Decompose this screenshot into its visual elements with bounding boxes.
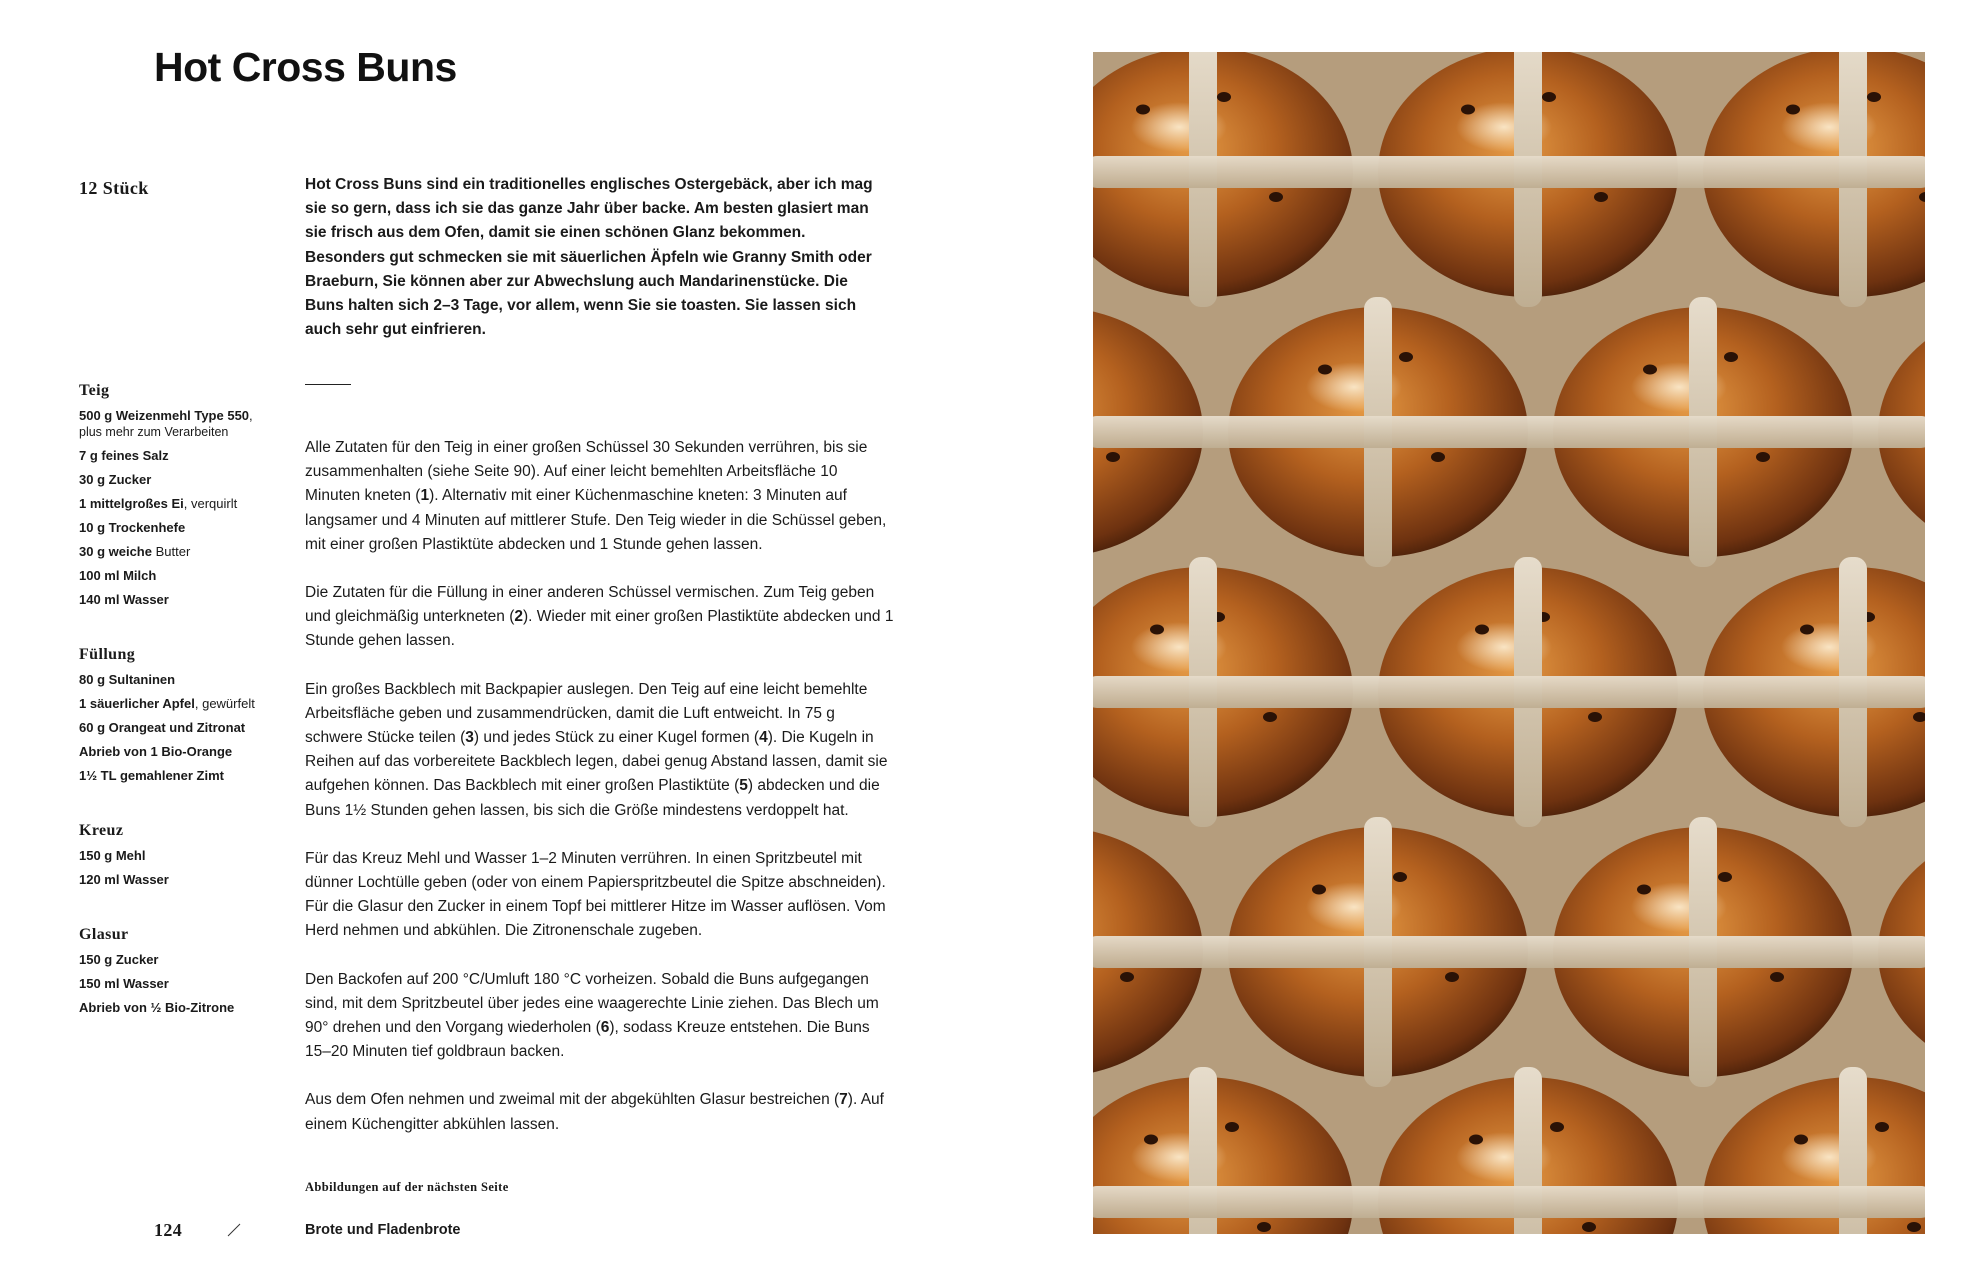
recipe-intro: Hot Cross Buns sind ein traditionelles englisches Ostergebäck, aber ich mag sie so gern, dass ich sie das ganze Jahr über backe. Am besten glasiert man sie frisch aus dem Ofen, damit sie einen schönen Glanz bekommen. Besonders gut schmecken sie mit säuerlichen Äpfeln wie Granny Smith oder Braeburn, Sie können aber zur Abwechslung auch Mandarinenstücke. Die Buns halten sich 2–3 Tage, vor allem, wenn Sie sie toasten. Sie lassen sich auch sehr gut einfrieren. xyxy=(305,176,873,339)
ingredient-item xyxy=(79,540,279,564)
method-steps xyxy=(305,436,895,1161)
ingredient-item xyxy=(79,492,279,516)
ingredient-list xyxy=(79,668,279,788)
ingredient-amount: Abrieb von 1 Bio-Orange xyxy=(79,744,233,759)
ingredient-group-title: Glasur xyxy=(79,926,129,943)
ingredient-amount: 1 mittelgroßes Ei xyxy=(79,496,184,511)
step-image-ref: 5 xyxy=(739,777,748,795)
ingredient-group-title: Teig xyxy=(79,382,110,399)
ingredient-list xyxy=(79,844,279,892)
cross-line xyxy=(1093,676,1925,708)
ingredient-amount: Abrieb von ½ Bio-Zitrone xyxy=(79,1000,235,1015)
ingredient-amount: 7 g feines Salz xyxy=(79,448,169,463)
recipe-title: Hot Cross Buns xyxy=(154,44,457,90)
ingredient-item xyxy=(79,868,279,892)
method-step xyxy=(305,847,895,944)
ingredient-amount: 500 g Weizenmehl Type 550 xyxy=(79,408,250,423)
ingredient-item xyxy=(79,692,279,716)
ingredient-list xyxy=(79,404,279,612)
method-step xyxy=(305,1088,895,1136)
ingredient-item xyxy=(79,444,279,468)
method-step xyxy=(305,968,895,1065)
ingredient-group-fuellung xyxy=(79,646,279,788)
method-step xyxy=(305,436,895,557)
ingredient-group-title: Kreuz xyxy=(79,822,124,839)
step-image-ref: 7 xyxy=(839,1091,848,1109)
ingredient-note: , gewürfelt xyxy=(194,696,255,711)
method-step xyxy=(305,581,895,654)
ingredient-item xyxy=(79,844,279,868)
step-image-ref: 2 xyxy=(514,608,523,626)
hot-cross-buns-photo xyxy=(1093,52,1925,1234)
ingredient-amount: 140 ml Wasser xyxy=(79,592,169,607)
ingredient-item xyxy=(79,564,279,588)
method-text: ). Wieder mit einer großen Plastiktüte abdecken und 1 Stunde gehen lassen. xyxy=(305,608,894,650)
ingredient-list xyxy=(79,948,279,1020)
ingredient-amount: 1½ TL gemahlener Zimt xyxy=(79,768,224,783)
ingredient-item xyxy=(79,404,279,440)
cross-line xyxy=(1093,156,1925,188)
ingredient-subnote: plus mehr zum Verarbeiten xyxy=(79,425,229,439)
page-number: 124 xyxy=(154,1220,183,1240)
ingredient-group-teig xyxy=(79,382,279,612)
method-text: Alle Zutaten für den Teig in einer großen Schüssel 30 Sekunden verrühren, bis sie zusammenhalten (siehe Seite 90). Auf einer leicht bemehlten Arbeitsfläche 10 Minuten kneten ( xyxy=(305,439,868,505)
ingredient-amount: 150 g Mehl xyxy=(79,848,146,863)
ingredient-amount: 1 säuerlicher Apfel xyxy=(79,696,195,711)
step-image-ref: 4 xyxy=(759,729,768,747)
ingredient-item xyxy=(79,668,279,692)
ingredient-note: , xyxy=(249,408,253,423)
method-text: ). Die Kugeln in Reihen auf das vorbereitete Backblech legen, dabei genug Abstand lassen, damit sie aufgehen können. Das Backblech mit einer großen Plastiktüte ( xyxy=(305,729,888,795)
step-image-ref: 3 xyxy=(465,729,474,747)
method-text: Ein großes Backblech mit Backpapier auslegen. Den Teig auf eine leicht bemehlte Arbeitsfläche geben und zusammendrücken, damit die Luft entweicht. In 75 g schwere Stücke teilen ( xyxy=(305,680,868,747)
ingredient-item xyxy=(79,972,279,996)
method-text: ) abdecken und die Buns 1½ Stunden gehen lassen, bis sich die Größe mindestens verdoppelt hat. xyxy=(305,777,880,819)
ingredient-amount: 120 ml Wasser xyxy=(79,872,169,887)
step-image-ref: 1 xyxy=(420,487,430,505)
ingredient-item xyxy=(79,468,279,492)
ingredient-amount: 100 ml Milch xyxy=(79,568,157,583)
next-page-note: Abbildungen auf der nächsten Seite xyxy=(305,1180,509,1194)
step-image-ref: 6 xyxy=(600,1019,610,1037)
ingredient-amount: 10 g Trockenhefe xyxy=(79,520,186,535)
ingredient-item xyxy=(79,516,279,540)
ingredient-note: , verquirlt xyxy=(183,496,238,511)
cross-line xyxy=(1093,1186,1925,1218)
ingredient-item xyxy=(79,948,279,972)
ingredient-amount: 80 g Sultaninen xyxy=(79,672,176,687)
method-text: ) und jedes Stück zu einer Kugel formen ( xyxy=(473,729,760,747)
ingredient-item xyxy=(79,996,279,1020)
ingredient-item xyxy=(79,716,279,740)
method-text: Den Backofen auf 200 °C/Umluft 180 °C vorheizen. Sobald die Buns aufgegangen sind, mit dem Spritzbeutel über jedes eine waagerechte Linie ziehen. Das Blech um 90° drehen und den Vorgang wiederholen ( xyxy=(305,970,879,1037)
cross-line xyxy=(1093,416,1925,448)
method-step xyxy=(305,678,895,823)
section-name: Brote und Fladenbrote xyxy=(305,1222,461,1238)
divider xyxy=(305,384,351,385)
ingredient-item xyxy=(79,740,279,764)
ingredient-group-glasur xyxy=(79,926,279,1020)
ingredient-amount: 150 g Zucker xyxy=(79,952,159,967)
ingredient-group-title: Füllung xyxy=(79,646,136,663)
ingredient-note: Butter xyxy=(151,544,191,559)
ingredient-item xyxy=(79,764,279,788)
method-text: ). Alternativ mit einer Küchenmaschine kneten: 3 Minuten auf langsamer und 4 Minuten auf mittlerer Stufe. Den Teig wieder in die Schüssel geben, mit einer großen Plastiktüte abdecken und 1 Stunde gehen lassen. xyxy=(305,487,887,553)
method-text: ). Auf einem Küchengitter abkühlen lassen. xyxy=(305,1091,884,1133)
ingredient-amount: 60 g Orangeat und Zitronat xyxy=(79,720,246,735)
ingredient-group-kreuz xyxy=(79,822,279,892)
method-text: Die Zutaten für die Füllung in einer anderen Schüssel vermischen. Zum Teig geben und gleichmäßig unterkneten ( xyxy=(305,584,875,626)
ingredient-amount: 30 g Zucker xyxy=(79,472,152,487)
method-text: Für das Kreuz Mehl und Wasser 1–2 Minuten verrühren. In einen Spritzbeutel mit dünner Lochtülle geben (oder von einem Papierspritzbeutel die Spitze abschneiden). Für die Glasur den Zucker in einem Topf bei mittlerer Hitze im Wasser auflösen. Vom Herd nehmen und abkühlen. Die Zitronenschale zugeben. xyxy=(305,849,886,940)
ingredient-amount: 30 g weiche xyxy=(79,544,152,559)
method-text: Aus dem Ofen nehmen und zweimal mit der abgekühlten Glasur bestreichen ( xyxy=(305,1091,840,1109)
ingredient-amount: 150 ml Wasser xyxy=(79,976,169,991)
ingredient-item xyxy=(79,588,279,612)
method-text: ), sodass Kreuze entstehen. Die Buns 15–20 Minuten tief goldbraun backen. xyxy=(305,1019,870,1061)
cross-line xyxy=(1093,936,1925,968)
recipe-yield: 12 Stück xyxy=(79,178,149,198)
slash-divider xyxy=(226,1222,227,1244)
